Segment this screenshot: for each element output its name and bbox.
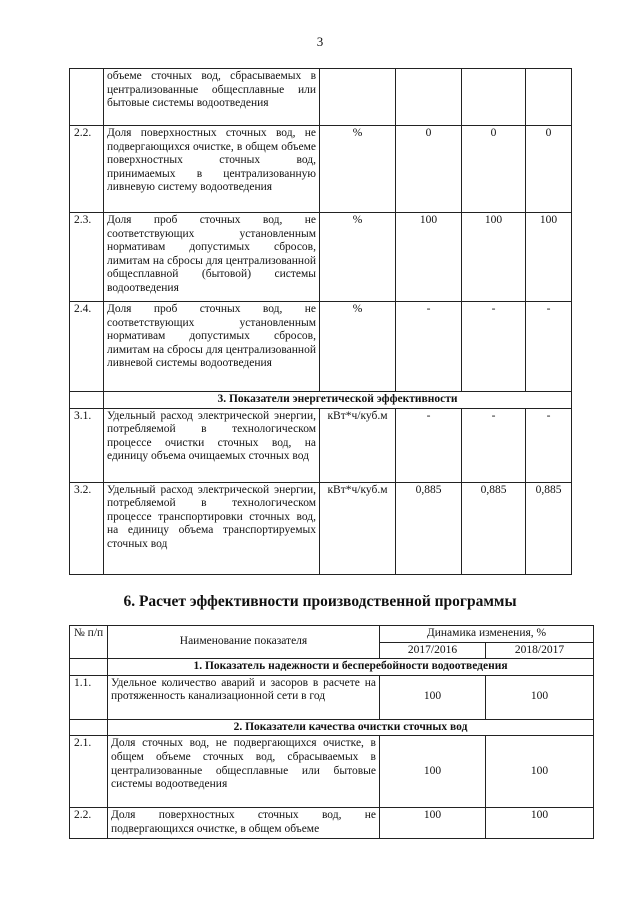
- value-cell: -: [462, 302, 526, 392]
- section-row: [70, 719, 594, 736]
- indicator-name: Доля поверхностных сточных вод, не подвергающихся очистке, в общем объеме поверхностных сточных вод, принимаемых в централизованную ливневую систему водоотведения: [104, 126, 320, 213]
- value-cell: [396, 69, 462, 126]
- unit-cell: [320, 69, 396, 126]
- value-cell: 0: [396, 126, 462, 213]
- value-cell: 0,885: [396, 482, 462, 574]
- value-cell: 100: [380, 675, 486, 719]
- value-cell: -: [526, 302, 572, 392]
- indicators-table-continued: [69, 68, 572, 575]
- unit-cell: кВт*ч/куб.м: [320, 482, 396, 574]
- value-cell: -: [462, 408, 526, 482]
- value-cell: 100: [380, 736, 486, 808]
- header-dynamics: Динамика изменения, %: [380, 626, 594, 643]
- value-cell: 100: [486, 808, 594, 838]
- section-title: 3. Показатели энергетической эффективности: [104, 392, 572, 409]
- row-number: 3.1.: [70, 408, 104, 482]
- indicator-name: Доля поверхностных сточных вод, не подвергающихся очистке, в общем объеме: [108, 808, 380, 838]
- row-number: [70, 69, 104, 126]
- row-number: 2.3.: [70, 213, 104, 302]
- table-row: [70, 736, 594, 808]
- table-row: [70, 808, 594, 838]
- section-row: [70, 659, 594, 676]
- value-cell: 100: [486, 675, 594, 719]
- indicator-name: Удельное количество аварий и засоров в расчете на протяженность канализационной сети в год: [108, 675, 380, 719]
- value-cell: 0,885: [462, 482, 526, 574]
- value-cell: 100: [462, 213, 526, 302]
- section-title: 1. Показатель надежности и бесперебойности водоотведения: [108, 659, 594, 676]
- indicator-name: Доля проб сточных вод, не соответствующих установленным нормативам допустимых сбросов, лимитам на сбросы для централизованной общесплавной (бытовой) системы водоотведения: [104, 213, 320, 302]
- header-row: [70, 626, 594, 643]
- table-row: [70, 408, 572, 482]
- table-row: [70, 675, 594, 719]
- row-number: 2.4.: [70, 302, 104, 392]
- row-number: 2.2.: [70, 808, 108, 838]
- section-heading: 6. Расчет эффективности производственной программы: [123, 593, 517, 610]
- indicator-name: Удельный расход электрической энергии, потребляемой в технологическом процессе очистки сточных вод, на единицу объема очищаемых сточных вод: [104, 408, 320, 482]
- unit-cell: кВт*ч/куб.м: [320, 408, 396, 482]
- value-cell: 100: [396, 213, 462, 302]
- unit-cell: %: [320, 302, 396, 392]
- value-cell: 0: [462, 126, 526, 213]
- table-row: [70, 69, 572, 126]
- row-number: 2.2.: [70, 126, 104, 213]
- table-row: [70, 126, 572, 213]
- unit-cell: %: [320, 213, 396, 302]
- value-cell: [462, 69, 526, 126]
- row-number: 2.1.: [70, 736, 108, 808]
- section-row: [70, 392, 572, 409]
- table-row: [70, 213, 572, 302]
- table-row: [70, 482, 572, 574]
- row-number: 1.1.: [70, 675, 108, 719]
- value-cell: 0,885: [526, 482, 572, 574]
- value-cell: 100: [486, 736, 594, 808]
- indicator-name: Доля сточных вод, не подвергающихся очистке, в общем объеме сточных вод, сбрасываемых в централизованные общесплавные или бытовые системы водоотведения: [108, 736, 380, 808]
- indicator-name: объеме сточных вод, сбрасываемых в централизованные общесплавные или бытовые системы водоотведения: [104, 69, 320, 126]
- value-cell: 100: [526, 213, 572, 302]
- header-number: № п/п: [70, 626, 108, 659]
- indicator-name: Доля проб сточных вод, не соответствующих установленным нормативам допустимых сбросов, лимитам на сбросы для централизованной ливневой системы водоотведения: [104, 302, 320, 392]
- row-number: 3.2.: [70, 482, 104, 574]
- section-title: 2. Показатели качества очистки сточных вод: [108, 719, 594, 736]
- table-row: [70, 302, 572, 392]
- value-cell: -: [396, 302, 462, 392]
- header-year: 2017/2016: [380, 642, 486, 659]
- value-cell: -: [526, 408, 572, 482]
- header-name: Наименование показателя: [108, 626, 380, 659]
- value-cell: [526, 69, 572, 126]
- efficiency-table: [69, 625, 594, 839]
- unit-cell: %: [320, 126, 396, 213]
- value-cell: 100: [380, 808, 486, 838]
- page-number: 3: [316, 34, 324, 49]
- indicator-name: Удельный расход электрической энергии, потребляемой в технологическом процессе транспортировки сточных вод, на единицу объема транспортируемых сточных вод: [104, 482, 320, 574]
- header-year: 2018/2017: [486, 642, 594, 659]
- value-cell: -: [396, 408, 462, 482]
- value-cell: 0: [526, 126, 572, 213]
